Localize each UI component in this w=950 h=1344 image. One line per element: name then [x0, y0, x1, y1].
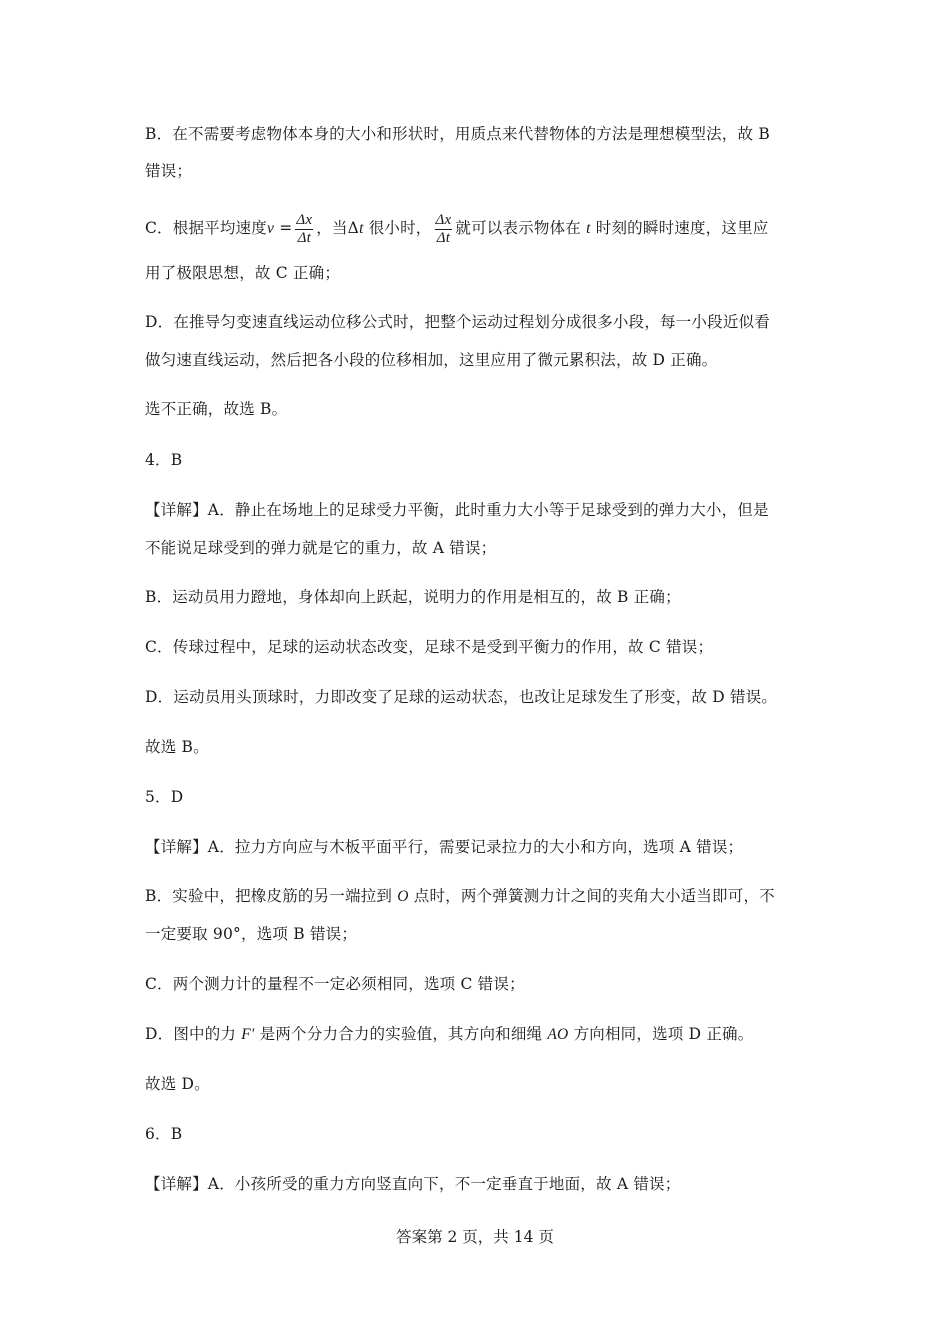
text-line: 故选 B。: [145, 738, 209, 756]
text-line: 故选 D。: [145, 1075, 210, 1093]
question-number: 4．B: [145, 451, 183, 469]
math-symbol: =: [274, 219, 293, 237]
fraction: [435, 212, 453, 247]
fraction-denominator: Δt: [297, 229, 312, 246]
text-span: 很小时，: [363, 219, 432, 237]
text-line: 【详解】A．静止在场地上的足球受力平衡，此时重力大小等于足球受到的弹力大小，但是: [145, 501, 769, 519]
text-line: 【详解】A．拉力方向应与木板平面平行，需要记录拉力的大小和方向，选项 A 错误；: [145, 838, 744, 856]
text-line: 用了极限思想，故 C 正确；: [145, 264, 341, 282]
fraction-numerator: Δx: [435, 211, 452, 228]
math-var: t: [586, 220, 591, 237]
text-line: 【详解】A．小孩所受的重力方向竖直向下，不一定垂直于地面，故 A 错误；: [145, 1175, 681, 1193]
math-var: O: [397, 888, 409, 905]
text-line: C．两个测力计的量程不一定必须相同，选项 C 错误；: [145, 975, 525, 993]
text-line: D．运动员用头顶球时，力即改变了足球的运动状态，也改让足球发生了形变，故 D 错误。: [145, 688, 778, 706]
text-span: 方向相同，选项 D 正确。: [568, 1025, 754, 1043]
math-var: v: [266, 220, 275, 237]
text-line-with-formula: [145, 208, 768, 249]
text-line: B．在不需要考虑物体本身的大小和形状时，用质点来代替物体的方法是理想模型法，故 B: [145, 125, 770, 143]
math-var: t: [359, 220, 364, 237]
text-line: B．运动员用力蹬地，身体却向上跃起，说明力的作用是相互的，故 B 正确；: [145, 588, 681, 606]
text-span: 就可以表示物体在: [455, 219, 587, 237]
text-span: C．根据平均速度: [145, 219, 267, 237]
text-line: C．传球过程中，足球的运动状态改变，足球不是受到平衡力的作用，故 C 错误；: [145, 638, 714, 656]
text-span: D．图中的力: [145, 1025, 242, 1043]
text-line: 做匀速直线运动，然后把各小段的位移相加，这里应用了微元累积法，故 D 正确。: [145, 351, 718, 369]
text-span: ，当Δ: [316, 219, 360, 237]
text-line: 不能说足球受到的弹力就是它的重力，故 A 错误；: [145, 539, 497, 557]
text-line: 一定要取 90°，选项 B 错误；: [145, 925, 358, 943]
text-span: 时刻的瞬时速度，这里应: [590, 219, 769, 237]
math-var: AO: [547, 1026, 569, 1043]
page-footer: 答案第 2 页，共 14 页: [396, 1228, 554, 1246]
text-line: [145, 886, 775, 907]
text-line: 错误；: [145, 162, 193, 180]
text-line: [145, 1024, 753, 1045]
fraction: [295, 212, 313, 247]
text-span: 是两个分力合力的实验值，其方向和细绳: [254, 1025, 548, 1043]
text-span: 点时，两个弹簧测力计之间的夹角大小适当即可，不: [408, 887, 775, 905]
fraction-numerator: Δx: [296, 211, 313, 228]
question-number: 5．D: [145, 788, 184, 806]
text-span: B．实验中，把橡皮筋的另一端拉到: [145, 887, 398, 905]
text-line: D．在推导匀变速直线运动位移公式时，把整个运动过程划分成很多小段，每一小段近似看: [145, 313, 770, 331]
math-var: F′: [241, 1026, 255, 1043]
fraction-denominator: Δt: [436, 229, 451, 246]
text-line: 选不正确，故选 B。: [145, 400, 288, 418]
question-number: 6．B: [145, 1125, 183, 1143]
